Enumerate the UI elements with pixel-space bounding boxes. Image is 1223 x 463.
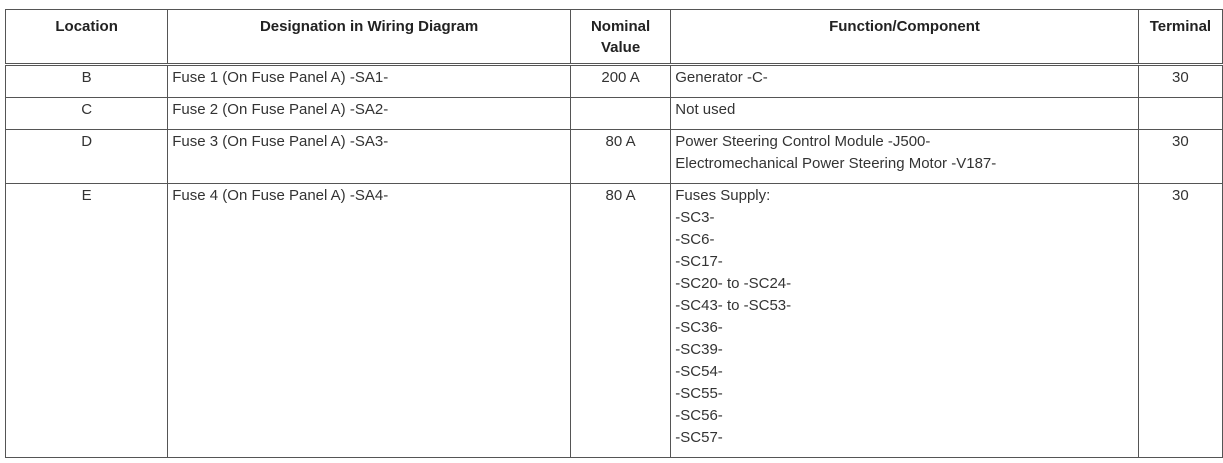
table-row <box>6 130 1223 184</box>
cell-location: B <box>6 65 168 98</box>
cell-nominal-value: 80 A <box>570 130 670 184</box>
function-line: Fuses Supply: <box>675 187 771 204</box>
header-function: Function/Component <box>671 10 1139 65</box>
header-nominal-line2: Value <box>600 39 641 56</box>
function-line: -SC20- to -SC24- <box>675 275 792 292</box>
cell-designation: Fuse 4 (On Fuse Panel A) -SA4- <box>168 184 571 458</box>
table-body <box>6 65 1223 458</box>
function-line: -SC43- to -SC53- <box>675 297 792 314</box>
function-line: -SC36- <box>675 319 723 336</box>
function-line: -SC17- <box>675 253 723 270</box>
function-line: Not used <box>675 101 736 118</box>
cell-function <box>671 65 1139 98</box>
function-line: -SC3- <box>675 209 715 226</box>
cell-nominal-value: 200 A <box>570 65 670 98</box>
header-row <box>6 10 1223 65</box>
function-line: -SC6- <box>675 231 715 248</box>
table-row <box>6 98 1223 130</box>
cell-location: C <box>6 98 168 130</box>
cell-location: E <box>6 184 168 458</box>
function-line: Generator -C- <box>675 69 768 86</box>
cell-function <box>671 98 1139 130</box>
cell-terminal: 30 <box>1138 184 1222 458</box>
function-line: -SC56- <box>675 407 723 424</box>
function-line: Electromechanical Power Steering Motor -V187- <box>675 155 997 172</box>
function-line: Power Steering Control Module -J500- <box>675 133 931 150</box>
cell-function <box>671 130 1139 184</box>
header-nominal-value <box>570 10 670 65</box>
header-nominal-line1: Nominal <box>590 18 651 35</box>
cell-nominal-value <box>570 98 670 130</box>
header-location: Location <box>6 10 168 65</box>
function-line: -SC55- <box>675 385 723 402</box>
cell-location: D <box>6 130 168 184</box>
table-row <box>6 65 1223 98</box>
table-header <box>6 10 1223 65</box>
cell-nominal-value: 80 A <box>570 184 670 458</box>
cell-designation: Fuse 1 (On Fuse Panel A) -SA1- <box>168 65 571 98</box>
cell-function <box>671 184 1139 458</box>
function-line: -SC57- <box>675 429 723 446</box>
cell-designation: Fuse 2 (On Fuse Panel A) -SA2- <box>168 98 571 130</box>
cell-designation: Fuse 3 (On Fuse Panel A) -SA3- <box>168 130 571 184</box>
function-line: -SC39- <box>675 341 723 358</box>
header-terminal: Terminal <box>1138 10 1222 65</box>
cell-terminal: 30 <box>1138 130 1222 184</box>
cell-terminal: 30 <box>1138 65 1222 98</box>
fuse-table-container <box>5 9 1223 458</box>
table-row <box>6 184 1223 458</box>
cell-terminal <box>1138 98 1222 130</box>
function-line: -SC54- <box>675 363 723 380</box>
header-designation: Designation in Wiring Diagram <box>168 10 571 65</box>
fuse-table <box>5 9 1223 458</box>
